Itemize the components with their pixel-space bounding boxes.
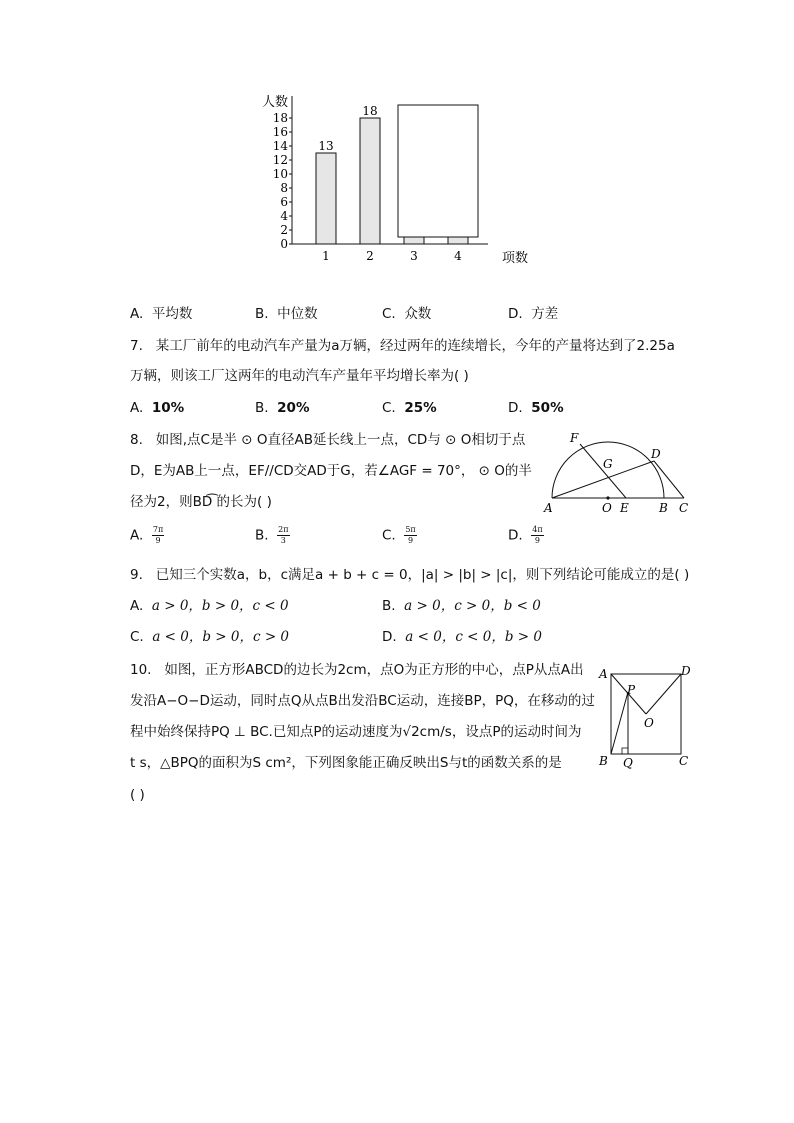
label-p: P	[627, 683, 636, 697]
y-tick-label: 8	[280, 181, 288, 195]
bar	[360, 118, 380, 244]
fraction: $\frac{5\pi}{9}$	[405, 525, 416, 545]
q6-option-a[interactable]: A. 平均数	[130, 306, 193, 322]
q10-number: 10.	[130, 662, 152, 678]
label-g: G	[603, 457, 613, 471]
label-f: F	[570, 431, 579, 445]
x-tick-label: 3	[410, 249, 418, 263]
q10-stem-line2: 发沿A−O−D运动，同时点Q从点B出发沿BC运动，连接BP，PQ，在移动的过	[130, 693, 595, 709]
q8-semicircle-figure	[540, 428, 698, 518]
x-tick-label: 4	[454, 249, 462, 263]
q7-stem-line1: 7. 某工厂前年的电动汽车产量为a万辆，经过两年的连续增长，今年的产量将达到了2.25a	[130, 338, 675, 354]
q8-stem-line1: 8. 如图,点C是半 ⊙ O直径AB延长线上一点，CD与 ⊙ O相切于点	[130, 432, 526, 448]
q9-option-c[interactable]: C. a < 0，b > 0，c > 0	[130, 629, 290, 645]
line-dc	[654, 461, 684, 498]
label-a: A	[599, 667, 608, 681]
x-tick-label: 1	[322, 249, 330, 263]
q8-stem-line3: 径为2，则BD͡ 的长为( )	[130, 494, 272, 510]
bar	[404, 237, 424, 244]
label-d: D	[651, 447, 661, 461]
q10-stem-line1: 10. 如图，正方形ABCD的边长为2cm，点O为正方形的中心，点P从点A出	[130, 662, 584, 678]
occluding-box	[398, 105, 478, 237]
q6-option-b[interactable]: B. 中位数	[255, 306, 318, 322]
q8-option-b[interactable]: B. $\frac{2\pi}{3}$	[255, 525, 289, 545]
bar-data-label: 13	[318, 139, 334, 153]
q7-option-c[interactable]: C. 25%	[382, 400, 437, 416]
bar-chart	[250, 88, 550, 268]
y-tick-label: 10	[272, 167, 288, 181]
label-o: O	[602, 501, 612, 515]
y-tick-label: 12	[272, 153, 288, 167]
q7-option-b[interactable]: B. 20%	[255, 400, 310, 416]
q7-stem-line2: 万辆，则该工厂这两年的电动汽车产量年平均增长率为( )	[130, 368, 469, 384]
fraction: $\frac{7\pi}{9}$	[152, 525, 164, 545]
y-tick-label: 0	[280, 237, 288, 251]
y-tick-label: 16	[272, 125, 288, 139]
label-b: B	[659, 501, 668, 515]
q10-stem-line3: 程中始终保持PQ ⊥ BC.已知点P的运动速度为√2cm/s，设点P的运动时间为	[130, 724, 582, 740]
label-a: A	[544, 501, 553, 515]
label-o: O	[644, 716, 654, 730]
y-tick-label: 14	[272, 139, 288, 153]
q9-stem-line1: 9. 已知三个实数a，b，c满足a + b + c = 0，|a| > |b| > |c|，则下列结论可能成立的是( )	[130, 567, 690, 583]
bar	[316, 153, 336, 244]
q10-square-figure	[596, 664, 696, 772]
fraction: $\frac{4\pi}{9}$	[532, 525, 543, 545]
q6-option-c[interactable]: C. 众数	[382, 306, 432, 322]
y-tick-label: 18	[272, 111, 288, 125]
q6-option-d[interactable]: D. 方差	[508, 306, 559, 322]
y-tick-label: 2	[280, 223, 288, 237]
line-od	[646, 674, 681, 714]
right-angle-mark	[622, 748, 628, 754]
center-point-o	[606, 496, 609, 499]
bar-data-label: 18	[362, 104, 378, 118]
x-axis-label: 项数	[502, 251, 529, 266]
y-tick-label: 6	[280, 195, 288, 209]
q9-option-a[interactable]: A. a > 0，b > 0，c < 0	[130, 598, 289, 614]
label-c: C	[679, 754, 689, 768]
bar	[448, 237, 468, 244]
line-ef	[580, 444, 626, 498]
x-tick-label: 2	[366, 249, 374, 263]
q7-option-a[interactable]: A. 10%	[130, 400, 185, 416]
label-d: D	[681, 664, 691, 678]
q8-option-c[interactable]: C. $\frac{5\pi}{9}$	[382, 525, 416, 545]
q8-option-a[interactable]: A. $\frac{7\pi}{9}$	[130, 525, 164, 545]
label-b: B	[599, 754, 608, 768]
q9-number: 9.	[130, 567, 143, 583]
q7-option-d[interactable]: D. 50%	[508, 400, 564, 416]
label-e: E	[620, 501, 629, 515]
q10-stem-line4: t s，△BPQ的面积为S cm²，下列图象能正确反映出S与t的函数关系的是	[130, 755, 562, 771]
q10-stem-line5: ( )	[130, 787, 145, 803]
q7-number: 7.	[130, 338, 143, 354]
y-axis-label: 人数	[262, 95, 289, 110]
q9-option-b[interactable]: B. a > 0，c > 0，b < 0	[382, 598, 541, 614]
q8-option-d[interactable]: D. $\frac{4\pi}{9}$	[508, 525, 543, 545]
q8-stem-line2: D，E为AB上一点，EF//CD交AD于G，若∠AGF = 70°， ⊙ O的半	[130, 463, 532, 479]
y-tick-label: 4	[280, 209, 288, 223]
q8-number: 8.	[130, 432, 143, 448]
fraction: $\frac{2\pi}{3}$	[278, 525, 289, 545]
label-c: C	[679, 501, 689, 515]
label-q: Q	[623, 756, 633, 770]
line-bp	[611, 692, 628, 754]
q9-option-d[interactable]: D. a < 0，c < 0，b > 0	[382, 629, 542, 645]
